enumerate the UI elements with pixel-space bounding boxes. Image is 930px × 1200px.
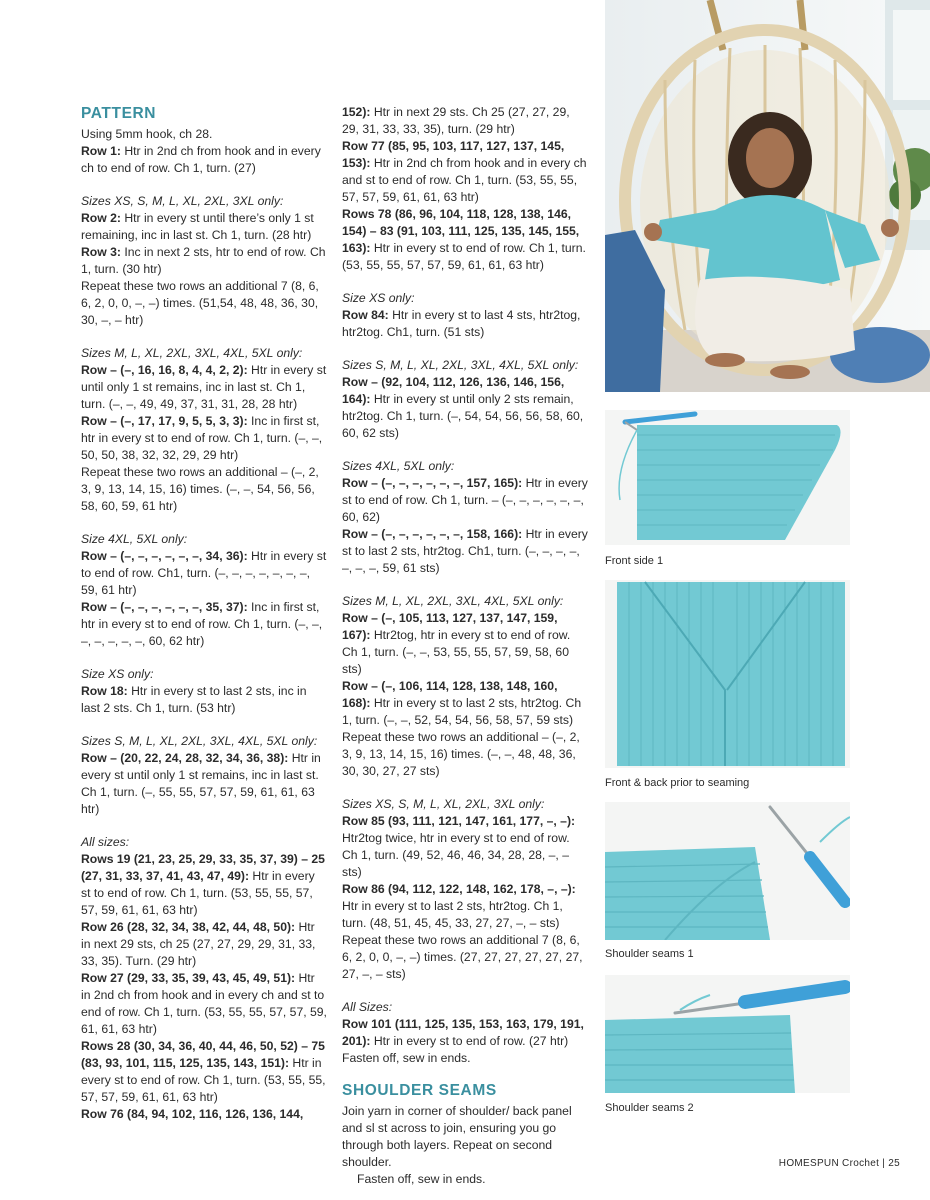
size-group-title: Size XS only: [81,667,154,681]
row-label: Row – (–, 17, 17, 9, 5, 5, 3, 3): [81,414,248,428]
sizes-4xl-5xl-decrease-block [342,458,588,577]
rows-28-75 [81,1038,327,1106]
rows-76-83-block [342,104,588,274]
row-label: Row 1: [81,144,121,158]
row-86 [342,881,588,932]
row-text: Htr in every st to end of row. Ch1, turn. (–, –, –, –, –, –, –, 59, 61 htr) [81,549,327,597]
row-label: Rows 19 (21, 23, 25, 29, 33, 35, 37, 39) – 25 (27, 31, 33, 37, 41, 43, 47, 49): [81,852,325,883]
row-27 [81,970,327,1038]
row-text: Htr in every st to end of row. (27 htr) Fasten off, sew in ends. [342,1034,569,1065]
row-text: Htr in next 29 sts. Ch 25 (27, 27, 29, 29, 31, 33, 33, 35), turn. (29 htr) [342,105,570,136]
model-photo [605,0,930,392]
repeat-instruction: Repeat these two rows an additional – (–, 2, 3, 9, 13, 14, 15, 16) times. (–, –, 54, 56, 56, 58, 60, 59, 61 htr) [81,465,319,513]
caption-seams-2: Shoulder seams 2 [605,1102,694,1114]
row-26 [81,919,327,970]
row-76-cont [342,104,588,138]
row-text: Htr in every st to last 4 sts, htr2tog, htr2tog. Ch1, turn. (51 sts) [342,308,581,339]
row-instruction [81,548,327,599]
row-text: Inc in first st, htr in every st to end of row. Ch 1, turn. (–, –, –, –, –, –, –, 60, 62 htr) [81,600,323,648]
caption-front-back: Front & back prior to seaming [605,777,750,789]
row-text: Htr in every st until there’s only 1 st remaining, inc in last st. Ch 1, turn. (28 htr) [81,211,314,242]
row-label: Row – (–, 106, 114, 128, 138, 148, 160, 168): [342,679,558,710]
sizes-xs-3xl-block [81,193,327,329]
pattern-column-1 [81,104,327,1139]
row-text: Htr in every st to last 2 sts, htr2tog. Ch1, turn. (–, –, –, –, –, –, –, 59, 61 sts) [342,527,588,575]
row-instruction [81,750,327,818]
size-group-title: Size 4XL, 5XL only: [81,532,188,546]
row-label: Row – (–, 16, 16, 8, 4, 4, 2, 2): [81,363,248,377]
rows-78-83 [342,206,588,274]
repeat-instruction: Repeat these two rows an additional – (–, 2, 3, 9, 13, 14, 15, 16) times. (–, –, 48, 48, 36, 30, 30, 27, 27 sts) [342,730,580,778]
row-label: Row – (–, –, –, –, –, –, 35, 37): [81,600,248,614]
shoulder-seams-block [342,1103,588,1188]
page-footer [760,1158,900,1169]
row-text: Htr in every st until only 1 st remains, inc in last st. Ch 1, turn. (–, –, 49, 49, 37, 31, 31, 28, 28 htr) [81,363,327,411]
footer-divider: | [882,1158,889,1169]
pattern-column-2 [342,104,588,1188]
row-76-label-start: Row 76 (84, 94, 102, 116, 126, 136, 144, [81,1107,304,1121]
repeat-instruction: Repeat these two rows an additional 7 (8, 6, 6, 2, 0, 0, –, –) times. (51,54, 48, 48, 36, 30, 30, –, – htr) [81,279,319,327]
row-text: Htr in next 29 sts, ch 25 (27, 27, 29, 29, 31, 33, 33, 35). Turn. (29 htr) [81,920,316,968]
row-instruction [81,413,327,464]
sizes-m-5xl-block [81,345,327,515]
row-label: Row 77 (85, 95, 103, 117, 127, 137, 145, 153): [342,139,565,170]
row-101 [342,1016,588,1067]
row-label: Row 3: [81,245,121,259]
shoulder-seams-2-photo [605,975,850,1093]
caption-front-side: Front side 1 [605,555,664,567]
size-xs-row84-block [342,290,588,341]
row-label: Row 86 (94, 112, 122, 148, 162, 178, –, –): [342,882,576,896]
sizes-s-5xl-block [81,733,327,818]
shoulder-seams-1-photo [605,802,850,940]
shoulder-seams-heading: SHOULDER SEAMS [342,1082,497,1099]
row-text: Htr in every st to end of row. Ch 1, turn. (53, 55, 55, 57, 57, 59, 61, 61, 63 htr) [81,1056,326,1104]
row-1 [81,143,327,177]
size-group-title: All Sizes: [342,1000,393,1014]
row-instruction [342,526,588,577]
size-group-title: Sizes M, L, XL, 2XL, 3XL, 4XL, 5XL only: [342,594,564,608]
seams-text: Join yarn in corner of shoulder/ back panel and sl st across to join, ensuring you go through both layers. Repeat on second shoulder. [342,1104,572,1169]
row-text: Inc in next 2 sts, htr to end of row. Ch 1, turn. (30 htr) [81,245,326,276]
size-group-title: Sizes S, M, L, XL, 2XL, 3XL, 4XL, 5XL only: [342,358,579,372]
row-text: Htr in 2nd ch from hook and in every ch and st to end of row. Ch 1, turn. (53, 55, 55, 57, 57, 59, 61, 61, 63 htr) [81,971,327,1036]
row-label: Row – (–, 105, 113, 127, 137, 147, 159, 167): [342,611,558,642]
all-sizes-block [81,834,327,1123]
row-label: Row 85 (93, 111, 121, 147, 161, 177, –, –): [342,814,576,828]
row-label: Row 27 (29, 33, 35, 39, 43, 45, 49, 51): [81,971,296,985]
sizes-m-5xl-decrease-block [342,593,588,780]
row-instruction [342,678,588,729]
size-group-title: Sizes M, L, XL, 2XL, 3XL, 4XL, 5XL only: [81,346,303,360]
row-label: 152): [342,105,371,119]
size-group-title: Sizes 4XL, 5XL only: [342,459,455,473]
size-group-title: All sizes: [81,835,130,849]
row-label: Row – (–, –, –, –, –, –, 34, 36): [81,549,248,563]
row-instruction [342,475,588,526]
sizes-s-5xl-decrease-block [342,357,588,442]
row-text: Htr2tog twice, htr in every st to end of row. Ch 1, turn. (49, 52, 46, 46, 34, 28, 28, –, – sts) [342,831,570,879]
sizes-4xl-5xl-block [81,531,327,650]
row-text: Htr2tog, htr in every st to end of row. Ch 1, turn. (–, –, 53, 55, 55, 57, 59, 58, 60 sts) [342,628,571,676]
all-sizes-final-block [342,999,588,1067]
row-text: Inc in first st, htr in every st to end of row. Ch 1, turn. (–, –, 50, 50, 38, 32, 32, 29, 29 htr) [81,414,323,462]
row-instruction [81,362,327,413]
magazine-name: HOMESPUN Crochet [778,1158,880,1169]
seams-fasten-text: Fasten off, sew in ends. [357,1172,486,1186]
row-text: Htr in every st until only 1 st remains, inc in last st. Ch 1, turn. (–, 55, 55, 57, 57, 59, 61, 61, 63 htr) [81,751,321,816]
row-text: Htr in every st to last 2 sts, htr2tog. Ch 1, turn. (48, 51, 45, 45, 33, 27, 27, –, – sts) [342,899,563,930]
intro-text: Using 5mm hook, ch 28. [81,127,213,141]
row-text: Htr in every st to last 2 sts, htr2tog. Ch 1, turn. (–, –, 52, 54, 54, 56, 58, 57, 59 sts) [342,696,582,727]
size-xs-block [81,666,327,717]
row-18 [81,683,327,717]
row-instruction [342,374,588,442]
row-text: Htr in every st to end of row. Ch 1, turn. – (–, –, –, –, –, –, 60, 62) [342,476,588,524]
row-label: Row 26 (28, 32, 34, 38, 42, 44, 48, 50): [81,920,296,934]
row-text: Htr in every st to last 2 sts, inc in last 2 sts. Ch 1, turn. (53 htr) [81,684,307,715]
row-label: Row 2: [81,211,121,225]
row-text: Htr in every st until only 2 sts remain, htr2tog. Ch 1, turn. (–, 54, 54, 56, 56, 58, 60, 60, 62 sts) [342,392,584,440]
row-3 [81,244,327,278]
row-text: Htr in every st to end of row. Ch 1, turn. (53, 55, 55, 57, 57, 59, 61, 61, 63 htr) [81,869,315,917]
row-84 [342,307,588,341]
rows-19-25 [81,851,327,919]
row-77 [342,138,588,206]
row-label: Row – (20, 22, 24, 28, 32, 34, 36, 38): [81,751,289,765]
caption-seams-1: Shoulder seams 1 [605,948,694,960]
size-group-title: Sizes S, M, L, XL, 2XL, 3XL, 4XL, 5XL only: [81,734,318,748]
row-85 [342,813,588,881]
row-2 [81,210,327,244]
size-group-title: Sizes XS, S, M, L, XL, 2XL, 3XL only: [342,797,545,811]
row-label: Row – (–, –, –, –, –, –, 157, 165): [342,476,523,490]
row-label: Row 84: [342,308,389,322]
row-label: Rows 78 (86, 96, 104, 118, 128, 138, 146, 154) – 83 (91, 103, 111, 125, 135, 145, 155, 163): [342,207,580,255]
pattern-intro-block [81,126,327,177]
row-text: Htr in 2nd ch from hook and in every ch and st to end of row. Ch 1, turn. (53, 55, 55, 57, 57, 59, 61, 61, 63 htr) [342,156,587,204]
size-group-title: Size XS only: [342,291,415,305]
row-text: Htr in every st to end of row. Ch 1, turn. (53, 55, 55, 57, 57, 59, 61, 61, 63 htr) [342,241,586,272]
row-label: Row – (92, 104, 112, 126, 136, 146, 156, 164): [342,375,565,406]
row-label: Row – (–, –, –, –, –, –, 158, 166): [342,527,523,541]
pattern-heading: PATTERN [81,105,157,122]
row-label: Row 18: [81,684,128,698]
row-instruction [81,599,327,650]
sizes-xs-3xl-decrease-block [342,796,588,983]
row-label: Row 101 (111, 125, 135, 153, 163, 179, 191, 201): [342,1017,584,1048]
repeat-instruction: Repeat these two rows an additional 7 (8, 6, 6, 2, 0, 0, –, –) times. (27, 27, 27, 27, 27, 27, 27, –, – sts) [342,933,583,981]
row-instruction [342,610,588,678]
front-side-photo [605,410,850,545]
row-label: Rows 28 (30, 34, 36, 40, 44, 46, 50, 52) – 75 (83, 93, 101, 115, 125, 135, 143, 151): [81,1039,325,1070]
row-text: Htr in 2nd ch from hook and in every ch to end of row. Ch 1, turn. (27) [81,144,321,175]
size-group-title: Sizes XS, S, M, L, XL, 2XL, 3XL only: [81,194,284,208]
page-number: 25 [888,1158,900,1169]
front-back-photo [605,580,850,768]
